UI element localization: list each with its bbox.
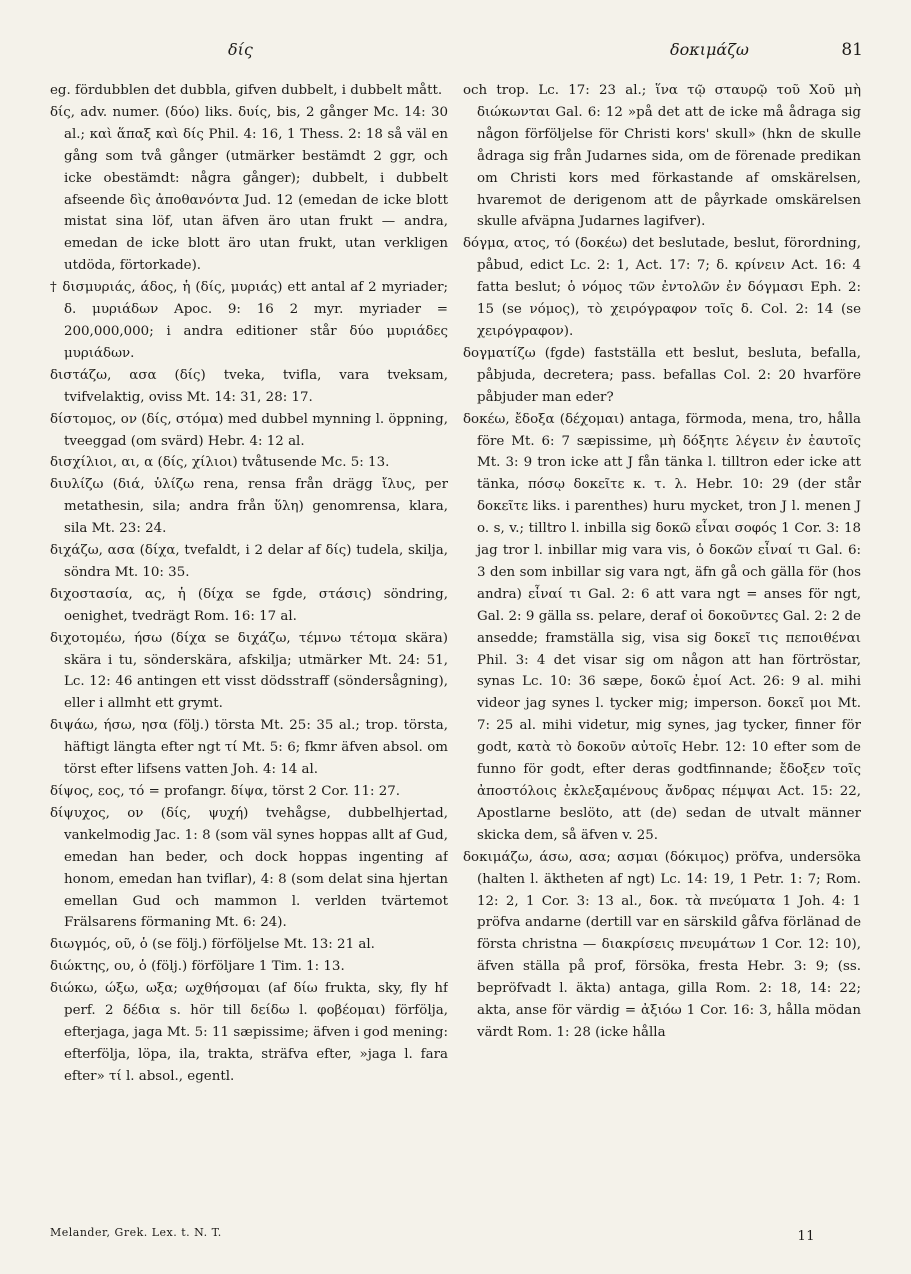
- page-header: [50, 40, 863, 70]
- entry-text: eg. fördubblen det dubbla, gifven dubbelt, i dubbelt mått.: [50, 83, 443, 98]
- right-column: [463, 80, 861, 1220]
- entry-dipsos: δίψος, εος, τό = profangr. δίψα, törst 2 Cor. 11: 27.: [50, 784, 401, 799]
- entry-dipsychos: δίψυχος, ον (δίς, ψυχή) tvehågse, dubbelhjertad, vankelmodig Jac. 1: 8 (som väl synes hoppas allt af Gud, emedan han beder, och dock hoppas ingenting af honom, emedan han tviflar), 4: 8 (som delat sina hjertan emellan Gud och mammon l. verlden tvärtemot Frälsarens förmaning Mt. 6: 24).: [50, 805, 448, 931]
- guide-word-right: δοκιμάζω: [670, 40, 749, 59]
- entry-distazo: διστάζω, ασα (δίς) tveka, tvifla, vara tveksam, tvifvelaktig, oviss Mt. 14: 31, 28: 17.: [50, 367, 448, 405]
- entry-dogmatizo: δογματίζω (fgde) fastställa ett beslut, besluta, befalla, påbjuda, decretera; pass. befallas Col. 2: 20 hvarföre påbjuder man eder?: [463, 345, 861, 405]
- entry-distomos: δίστομος, ον (δίς, στόμα) med dubbel mynning l. öppning, tveeggad (om svärd) Hebr. 4: 12 al.: [50, 411, 448, 449]
- entry-dipsao: διψάω, ήσω, ησα (följ.) törsta Mt. 25: 35 al.; trop. törsta, häftigt längta efter ngt τί Mt. 5: 6; fkmr äfven absol. om törst efter lifsens vatten Joh. 4: 14 al.: [50, 718, 448, 778]
- entry-continuation: och trop. Lc. 17: 23 al.; ἵνα τῷ σταυρῷ τοῦ Χοῦ μὴ διώκωνται Gal. 6: 12 »på det att de icke må ådraga sig någon förföljelse för Christi kors' skull» (hkn de skulle ådraga sig från Judarnes sida, om de förenade predikan om Christi kors med förkastande af omskärelsen, hvaremot de derigenom att de påyrkade omskärelsen skulle afväpna Judarnes lagifver).: [463, 83, 861, 230]
- entry-diogmos: διωγμός, οῦ, ὁ (se följ.) förföljelse Mt. 13: 21 al.: [50, 937, 375, 953]
- left-column: [50, 80, 448, 1220]
- entry-dichazo: διχάζω, ασα (δίχα, tvefaldt, i 2 delar af δίς) tudela, skilja, söndra Mt. 10: 35.: [50, 543, 448, 580]
- page-footer: [50, 1226, 863, 1248]
- entry-dismyrias: † δισμυριάς, άδος, ἡ (δίς, μυριάς) ett antal af 2 myriader; δ. μυριάδων Apoc. 9: 16 2 myr. myriader = 200,000,000; i andra editioner står δύο μυριάδες μυριάδων.: [50, 280, 448, 361]
- entry-dokeo: δοκέω, ἔδοξα (δέχομαι) antaga, förmoda, mena, tro, hålla före Mt. 6: 7 sæpissime, μὴ δόξητε λέγειν ἐν ἑαυτοῖς Mt. 3: 9 tron icke att J fån tänka l. tilltron eder icke att tänka, πόσῳ δοκεῖτε κ. τ. λ. Hebr. 10: 29 (der står δοκεῖτε liks. i parenthes) huru mycket, tron J l. menen J o. s, v.; tilltro l. inbilla sig δοκῶ εἶναι σοφός 1 Cor. 3: 18 jag tror l. inbillar mig vara vis, ὁ δοκῶν εἶναί τι Gal. 6: 3 den som inbillar sig vara ngt, äfn gå och gälla för (hos andra) εἶναί τι Gal. 2: 6 att vara ngt = anses för ngt, Gal. 2: 9 gälla ss. pelare, deraf οἱ δοκοῦντες Gal. 2: 2 de ansedde; framställa sig, visa sig δοκεῖ τις πεποιθέναι Phil. 3: 4 det visar sig om någon att han förtröstar, synas Lc. 10: 36 sæpe, δοκῶ ἐμοί Act. 26: 9 al. mihi videor jag synes l. tycker mig; imperson. δοκεῖ μοι Mt. 7: 25 al. mihi videtur, mig synes, jag tycker, finner för godt, κατὰ τὸ δοκοῦν αὐτοῖς Hebr. 12: 10 efter som de funno för godt, efter deras godtfinnande; ἔδοξεν τοῖς ἀποστόλοις ἐκλεξαμένους ἄνδρας πέμψαι Act. 15: 22, Apostlarne beslöto, att (de) sedan de utvalt männer skicka dem, så äfven v. 25.: [463, 411, 861, 843]
- entry-dokimazo: δοκιμάζω, άσω, ασα; ασμαι (δόκιμος) pröfva, undersöka (halten l. äktheten af ngt) Lc. 14: 19, 1 Petr. 1: 7; Rom. 12: 2, 1 Cor. 3: 13 al., δοκ. τὰ πνεύματα 1 Joh. 4: 1 pröfva andarne (dertill var en särskild gåfva förlänad de första christna — διακρίσεις πνευμάτων 1 Cor. 12: 10), äfven ställa på prof, försöka, fresta Hebr. 3: 9; (ss. bepröfvadt l. äkta) antaga, gilla Rom. 2: 18, 14: 22; akta, anse för värdig = ἀξιόω 1 Cor. 16: 3, hålla mödan värdt Rom. 1: 28 (icke hålla: [463, 849, 861, 1040]
- page-number: 81: [841, 40, 863, 60]
- entry-dis: δίς, adv. numer. (δύο) liks. δυίς, bis, 2 gånger Mc. 14: 30 al.; καὶ ἅπαξ καὶ δίς Phil. 4: 16, 1 Thess. 2: 18 så väl en gång som två gånger (utmärker bestämdt 2 ggr, och icke obestämdt: några gånger); dubbelt, i dubbelt afseende δὶς ἀποθανόντα Jud. 12 (emedan de icke blott mistat sina löf, utan äfven äro utan frukt — andra, emedan de icke blott äro utan frukt, utan verkligen utdöda, förtorkade).: [50, 104, 448, 274]
- entry-diylizo: διυλίζω (διά, ὑλίζω rena, rensa från drägg ἴλυς, per metathesin, sila; andra från ὕλη) genomrensa, klara, sila Mt. 23: 24.: [50, 477, 448, 537]
- entry-dichotomeo: διχοτομέω, ήσω (δίχα se διχάζω, τέμνω τέτομα skära) skära i tu, sönderskära, afskilja; utmärker Mt. 24: 51, Lc. 12: 46 antingen ett visst dödsstraff (söndersågning), eller i allmht ett grymt.: [50, 630, 448, 712]
- entry-dischilioi: δισχίλιοι, αι, α (δίς, χίλιοι) tvåtusende Mc. 5: 13.: [50, 455, 390, 471]
- entry-dichostasia: διχοστασία, ας, ἡ (δίχα se fgde, στάσις) söndring, oenighet, tvedrägt Rom. 16: 17 al.: [50, 586, 448, 624]
- signature-mark: 11: [797, 1229, 815, 1244]
- entry-dioktes: διώκτης, ου, ὁ (följ.) förföljare 1 Tim. 1: 13.: [50, 959, 345, 975]
- guide-word-left: δίς: [228, 40, 253, 59]
- imprint: Melander, Grek. Lex. t. N. T.: [50, 1226, 222, 1239]
- entry-dioko: διώκω, ώξω, ωξα; ωχθήσομαι (af δίω frukta, sky, fly hf perf. 2 δέδια s. hör till δείδω l. φοβέομαι) förfölja, efterjaga, jaga Mt. 5: 11 sæpissime; äfven i god mening: efterfölja, löpa, ila, trakta, sträfva efter, »jaga l. fara efter» τί l. absol., egentl.: [50, 981, 448, 1084]
- entry-dogma: δόγμα, ατος, τό (δοκέω) det beslutade, beslut, förordning, påbud, edict Lc. 2: 1, Act. 17: 7; δ. κρίνειν Act. 16: 4 fatta beslut; ὁ νόμος τῶν ἐντολῶν ἐν δόγμασι Eph. 2: 15 (se νόμος), τὸ χειρόγραφον τοῖς δ. Col. 2: 14 (se χειρόγραφον).: [463, 236, 861, 339]
